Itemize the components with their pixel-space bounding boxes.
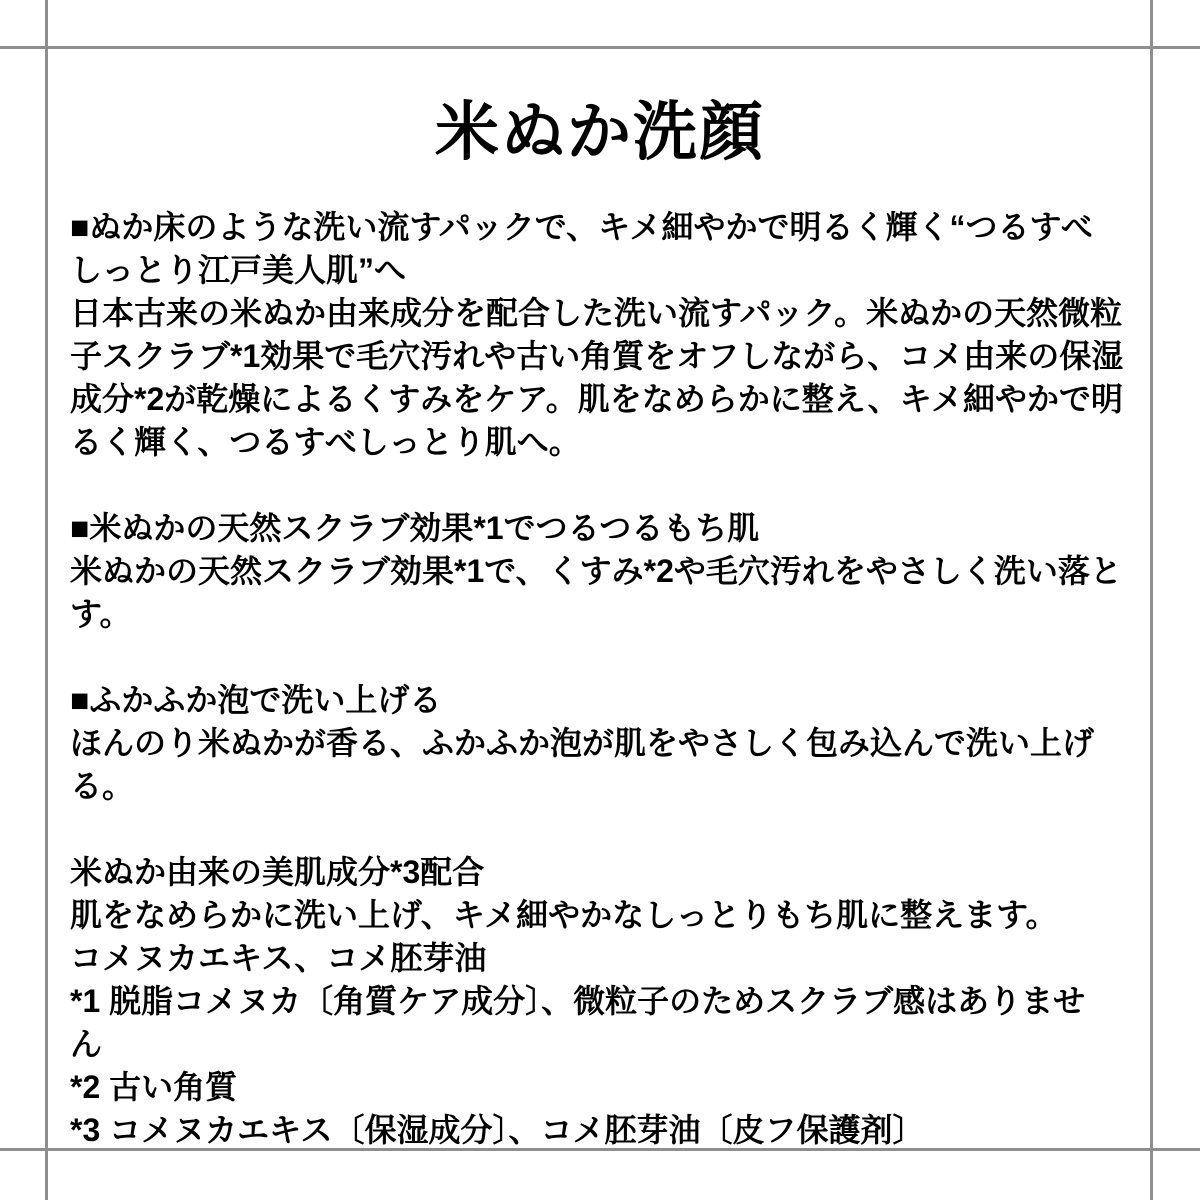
text-line: *3 コメヌカエキス〔保湿成分〕、コメ胚芽油〔皮フ保護剤〕 [70, 1112, 925, 1148]
text-line: ん [70, 1026, 103, 1062]
text-line-blank [70, 464, 1152, 507]
text-line: ■米ぬかの天然スクラブ効果*1でつるつるもち肌 [70, 510, 760, 546]
text-line: るく輝く、つるすべしっとり肌へ。 [70, 424, 581, 460]
text-line: ■ぬか床のような洗い流すパックで、キメ細やかで明るく輝く“つるすべ [70, 209, 1093, 245]
text-line: 成分*2が乾燥によるくすみをケア。肌をなめらかに整え、キメ細やかで明 [70, 381, 1123, 417]
text-line: 米ぬかの天然スクラブ効果*1で、くすみ*2や毛穴汚れをやさしく洗い落と [70, 553, 1122, 589]
text-line: る。 [70, 768, 135, 804]
text-line: ほんのり米ぬかが香る、ふかふか泡が肌をやさしく包み込んで洗い上げ [70, 725, 1095, 761]
text-line: コメヌカエキス、コメ胚芽油 [70, 940, 487, 976]
text-line: 米ぬか由来の美肌成分*3配合 [70, 854, 485, 890]
text-line: 肌をなめらかに洗い上げ、キメ細やかなしっとりもち肌に整えます。 [70, 897, 1058, 933]
grid-line-top [0, 46, 1200, 49]
text-line-blank [70, 636, 1152, 679]
page-title: 米ぬか洗顔 [435, 96, 765, 168]
text-line: *2 古い角質 [70, 1069, 238, 1105]
text-line-blank [70, 808, 1152, 851]
text-line: 子スクラブ*1効果で毛穴汚れや古い角質をオフしながら、コメ由来の保湿 [70, 338, 1124, 374]
grid-line-left [45, 0, 48, 1200]
product-description-text [70, 206, 1152, 1152]
text-line: す。 [70, 596, 132, 632]
text-line: しっとり江戸美人肌”へ [70, 252, 407, 288]
text-line: *1 脱脂コメヌカ〔角質ケア成分〕、微粒子のためスクラブ感はありませ [70, 983, 1086, 1019]
text-line: ■ふかふか泡で洗い上げる [70, 682, 442, 718]
text-line: 日本古来の米ぬか由来成分を配合した洗い流すパック。米ぬかの天然微粒 [70, 295, 1123, 331]
